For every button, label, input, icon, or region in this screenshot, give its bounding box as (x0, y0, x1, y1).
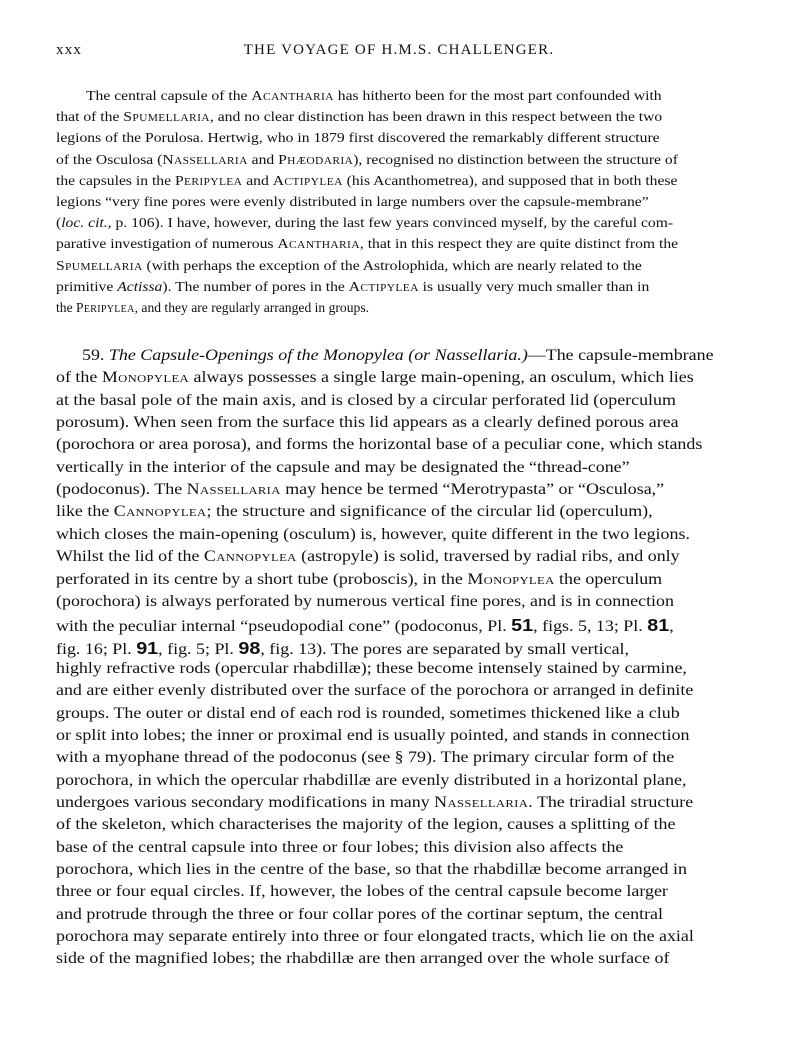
text-run: or split into lobes; the inner or proximal end is usually pointed, and stands in connection (56, 726, 690, 744)
text-line (56, 300, 369, 316)
running-header (56, 42, 742, 66)
text-run: and protrude through the three or four collar pores of the cortinar septum, the central (56, 905, 664, 923)
text-run: is usually very much smaller than in (418, 278, 650, 294)
text-run: (his Acanthometrea), and supposed that in both these (342, 172, 678, 188)
text-line (56, 526, 690, 544)
text-line (56, 615, 674, 636)
text-run: (porochora) is always perforated by numerous vertical fine pores, and is in connection (56, 592, 674, 610)
text-run: legions of the Porulosa. Hertwig, who in 1879 first discovered the remarkably different structure (56, 130, 660, 146)
text-line (56, 503, 653, 521)
text-line (56, 950, 669, 968)
text-run: and (242, 172, 273, 188)
text-line (56, 414, 679, 432)
text-run: base of the central capsule into three or four lobes; this division also affects the (56, 838, 624, 856)
text-run: , and they are regularly arranged in groups. (134, 300, 370, 315)
plate-number: 98 (238, 637, 261, 658)
plate-number: 81 (647, 615, 670, 636)
text-line (56, 906, 663, 924)
text-run: of the skeleton, which characterises the majority of the legion, causes a splitting of the (56, 816, 676, 834)
text-run: side of the magnified lobes; the rhabdillæ are then arranged over the whole surface of (56, 950, 670, 968)
text-run: , and no clear distinction has been drawn in this respect between the two (209, 109, 663, 125)
text-line (56, 593, 674, 611)
text-run: always possesses a single large main-opening, an osculum, which lies (189, 369, 694, 387)
text-run: porosum). When seen from the surface this lid appears as a clearly defined porous area (56, 414, 679, 432)
text-run: , figs. 5, 13; Pl. (533, 618, 648, 636)
text-line (56, 816, 675, 834)
text-line (86, 88, 662, 104)
text-run: porochora, which lies in the centre of the base, so that the rhabdillæ become arranged in (56, 861, 687, 879)
text-run: may hence be termed “Merotrypasta” or “Osculosa,” (280, 481, 665, 499)
small-caps-term: Peripylea (76, 300, 135, 315)
text-line (56, 436, 702, 454)
small-caps-term: Cannopylea (203, 548, 297, 566)
text-run: (podoconus). The (56, 481, 187, 499)
text-run: primitive (56, 278, 118, 294)
text-line (56, 392, 676, 410)
running-title: THE VOYAGE OF H.M.S. CHALLENGER. (243, 42, 555, 58)
text-line (56, 794, 693, 812)
text-line (56, 883, 668, 901)
small-caps-term: Phæodaria (278, 151, 354, 167)
text-line (82, 347, 714, 365)
text-run: groups. The outer or distal end of each rod is rounded, sometimes thickened like a club (56, 704, 680, 722)
text-line (56, 861, 687, 879)
text-run: the operculum (554, 570, 663, 588)
text-line (56, 638, 629, 659)
text-run: legions “very fine pores were evenly distributed in large numbers over the capsule-membrane” (56, 194, 649, 209)
text-line (56, 459, 630, 477)
small-caps-term: Nassellaria (434, 794, 529, 811)
plate-number: 91 (136, 637, 159, 658)
text-run: that of the (56, 109, 124, 125)
text-line (56, 705, 680, 723)
text-run: ), recognised no distinction between the structure of (353, 151, 678, 167)
text-line (56, 727, 690, 745)
text-line (56, 130, 660, 146)
text-run: which closes the main-opening (osculum) is, however, quite different in the two legions. (56, 525, 690, 543)
text-line (56, 548, 680, 566)
small-caps-term: Spumellaria (56, 257, 143, 273)
small-caps-term: Actipylea (348, 278, 419, 294)
italic-text: The Capsule-Openings of the Monopylea (or Nassellaria.) (108, 347, 528, 364)
text-run: , fig. 13). The pores are separated by small vertical, (260, 640, 630, 658)
small-caps-term: Nassellaria (162, 151, 248, 167)
text-run: of the Osculosa ( (56, 151, 163, 167)
text-run: (porochora or area porosa), and forms the horizontal base of a peculiar cone, which stands (56, 436, 703, 454)
italic-text: loc. cit. (61, 215, 108, 231)
text-run: —The capsule-membrane (527, 347, 714, 364)
text-line (56, 369, 694, 387)
text-run: perforated in its centre by a short tube (proboscis), in the (56, 570, 468, 588)
small-caps-term: Nassellaria (186, 481, 281, 499)
text-line (56, 152, 678, 168)
text-run: The central capsule of the (86, 88, 252, 103)
text-run: of the (56, 369, 102, 387)
text-line (56, 279, 649, 295)
small-caps-term: Acantharia (251, 88, 334, 103)
text-run: , p. 106). I have, however, during the last few years convinced myself, by the careful com- (107, 215, 674, 231)
text-run: fig. 16; Pl. (56, 640, 137, 658)
text-run: Whilst the lid of the (56, 548, 204, 566)
page-number: xxx (56, 42, 83, 58)
text-run: , fig. 5; Pl. (158, 640, 239, 658)
text-run: (astropyle) is solid, traversed by radial ribs, and only (296, 548, 680, 566)
text-run: and are either evenly distributed over the surface of the porochora or arranged in definite (56, 682, 694, 700)
italic-text: Actissa (117, 278, 163, 294)
small-caps-term: Peripylea (174, 172, 243, 188)
text-run: the (56, 300, 77, 315)
plate-number: 51 (511, 615, 534, 636)
text-run: highly refractive rods (opercular rhabdillæ); these become intensely stained by carmine, (56, 659, 687, 677)
text-run: parative investigation of numerous (56, 236, 278, 252)
text-run: ; the structure and significance of the circular lid (operculum), (206, 503, 653, 521)
text-run: like the (56, 503, 114, 521)
text-line (56, 236, 678, 252)
text-line (56, 571, 662, 589)
text-run: ). The number of pores in the (162, 278, 349, 294)
text-run: and (247, 151, 279, 167)
text-run: . The triradial structure (528, 794, 694, 811)
text-run: has hitherto been for the most part confounded with (333, 88, 662, 103)
text-run: , that in this respect they are quite distinct from the (359, 236, 679, 252)
text-run: with the peculiar internal “pseudopodial cone” (podoconus, Pl. (56, 618, 512, 636)
text-line (56, 109, 662, 125)
text-line (56, 481, 664, 499)
text-run: porochora may separate entirely into three or four elongated tracts, which lie on the axial (56, 928, 694, 946)
text-run: the capsules in the (56, 172, 175, 188)
text-line (56, 258, 642, 274)
text-run: , (669, 618, 674, 636)
text-line (56, 839, 623, 857)
text-run: 59. (82, 347, 109, 364)
text-line (56, 749, 674, 767)
text-run: porochora, in which the opercular rhabdillæ are evenly distributed in a horizontal plane, (56, 771, 687, 789)
text-run: at the basal pole of the main axis, and is closed by a circular perforated lid (operculum (56, 391, 676, 409)
text-line (56, 660, 687, 678)
text-line (56, 194, 649, 210)
text-line (56, 682, 693, 700)
text-run: vertically in the interior of the capsule and may be designated the “thread-cone” (56, 458, 630, 476)
small-caps-term: Spumellaria (123, 109, 210, 125)
small-caps-term: Actipylea (272, 172, 343, 188)
text-run: three or four equal circles. If, however, the lobes of the central capsule become larger (56, 883, 668, 901)
text-run: with a myophane thread of the podoconus (see § 79). The primary circular form of the (56, 749, 675, 767)
small-caps-term: Cannopylea (113, 503, 207, 521)
small-caps-term: Monopylea (101, 369, 190, 387)
text-line (56, 772, 686, 790)
small-caps-term: Acantharia (277, 236, 360, 252)
small-caps-term: Monopylea (467, 570, 555, 588)
text-line (56, 173, 677, 189)
text-run: (with perhaps the exception of the Astrolophida, which are nearly related to the (142, 257, 642, 273)
text-run: undergoes various secondary modifications in many (56, 794, 435, 811)
text-line (56, 215, 673, 231)
text-run: ( (56, 215, 62, 231)
text-line (56, 928, 694, 946)
